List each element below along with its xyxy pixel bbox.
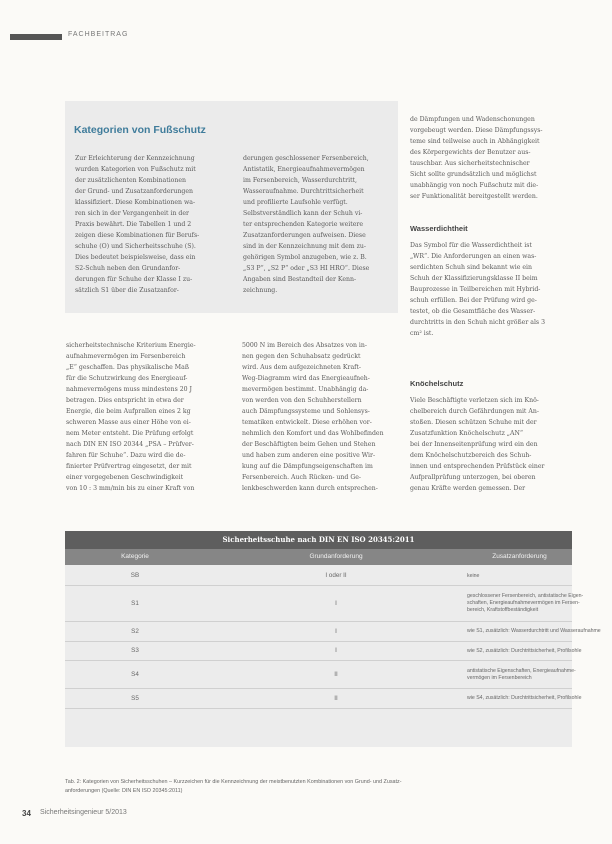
- text-line: der Grund- und Zusatzanforderungen: [75, 188, 194, 195]
- text-line: „S3 P“, „S2 P“ oder „S3 HI HRO“. Diese: [243, 265, 370, 272]
- cell-grundanforderung: II: [334, 670, 338, 678]
- text-line: chelbereich durch Gefährdungen mit An-: [410, 408, 539, 415]
- text-line: Praxis bewährt. Die Tabellen 1 und 2: [75, 221, 192, 228]
- text-line: Zur Erleichterung der Kennzeichnung: [75, 155, 195, 162]
- text-line: „WR“. Die Anforderungen an einen was-: [410, 253, 537, 260]
- text-line: derungen geschlossener Fersenbereich,: [243, 155, 369, 162]
- cell-kategorie: S2: [131, 627, 139, 635]
- text-line: auch Dämpfungssysteme und Sohlensys-: [242, 408, 370, 415]
- row-divider: [65, 708, 572, 709]
- text-line: schaften, Energieaufnahmevermögen im Fersen-: [467, 600, 580, 606]
- text-line: testet, ob die Gesamtfläche des Wasser-: [410, 308, 536, 315]
- text-line: Dies bedeutet beispielsweise, dass ein: [75, 254, 196, 261]
- text-line: schweren Masse aus einer Höhe von ei-: [66, 419, 191, 426]
- cell-zusatzanforderung: [467, 647, 582, 655]
- text-line: fahren für Schuhe“. Dazu wird die de-: [66, 452, 186, 459]
- text-line: S2-Schuh neben den Grundanfor-: [75, 265, 181, 272]
- text-line: von 10 : 3 mm/min bis zu einer Kraft von: [66, 485, 195, 492]
- text-line: kung auf die Dämpfungseigenschaften im: [242, 463, 373, 470]
- cell-kategorie: S5: [131, 694, 139, 702]
- text-line: sind in der Kennzeichnung mit dem zu-: [243, 243, 366, 250]
- text-line: der Beschäftigten beim Gehen und Stehen: [242, 441, 376, 448]
- table-title: Sicherheitsschuhe nach DIN EN ISO 20345:2011: [65, 531, 572, 549]
- text-line: Selbstverständlich kann der Schuh vi-: [243, 210, 363, 217]
- text-line: durchtritts in den Schuh nicht größer als 3: [410, 319, 546, 326]
- text-line: bei der Innenseitenprüfung wird ein den: [410, 441, 538, 448]
- text-line: Weg-Diagramm wird das Energieaufneh-: [242, 375, 370, 382]
- cell-grundanforderung: I: [335, 599, 337, 607]
- text-line: vorgebeugt werden. Diese Dämpfungssys-: [410, 127, 543, 134]
- text-line: Angaben sind Bestandteil der Kenn-: [243, 276, 357, 283]
- table-row: [65, 586, 584, 621]
- cell-kategorie: S1: [131, 599, 139, 607]
- text-line: dem Knöchelschutzbereich des Schuh-: [410, 452, 532, 459]
- text-line: von werden von den Schuhherstellern: [242, 397, 362, 404]
- text-line: Viele Beschäftigte verletzen sich im Knö-: [410, 397, 539, 404]
- table-row: [65, 567, 572, 585]
- table-header-grundanforderung: Grundanforderung: [309, 553, 363, 560]
- body-column-3-wasser: [410, 240, 572, 339]
- cell-zusatzanforderung: [467, 667, 576, 682]
- header-bar: [10, 34, 62, 40]
- body-column-3-knoechel: [410, 395, 572, 494]
- table-row: [65, 689, 582, 708]
- text-line: vermögen im Fersenbereich: [467, 674, 532, 681]
- text-line: ser Funktionalität bereitgestellt werden.: [410, 193, 538, 200]
- text-line: de Dämpfungen und Wadenschonungen: [410, 116, 535, 123]
- text-line: klassifiziert. Diese Kombinationen wa-: [75, 199, 196, 206]
- text-line: nehmlich den Komfort und das Wohlbefinden: [242, 430, 384, 437]
- text-line: nahmevermögens muss mindestens 20 J: [66, 386, 193, 393]
- text-line: keine: [467, 572, 480, 579]
- text-line: wie S2, zusätzlich: Durchtrittsicherheit, Profilsohle: [467, 647, 582, 654]
- text-line: im Fersenbereich, Wasserdurchtritt,: [243, 177, 358, 184]
- text-line: serdichten Schuh sind bekannt wie ein: [410, 264, 532, 271]
- text-line: wie S4, zusätzlich: Durchtrittsicherheit, Profilsohle: [467, 695, 582, 701]
- table-header-zusatzanforderung: Zusatzanforderung: [492, 553, 547, 560]
- footer-journal: Sicherheitsingenieur 5/2013: [40, 809, 127, 816]
- text-line: ter entsprechenden Kategorie weitere: [243, 221, 364, 228]
- text-line: wurden Kategorien von Fußschutz mit: [75, 166, 196, 173]
- text-line: Bauprozesse in Teilbereichen mit Hybrid-: [410, 286, 541, 293]
- table-row: [65, 661, 576, 688]
- cell-grundanforderung: I: [335, 627, 337, 635]
- text-line: Zusatzanforderungen aufweisen. Diese: [243, 232, 366, 239]
- text-line: teme sind teilweise auch in Abhängigkeit: [410, 138, 540, 145]
- cell-kategorie: S3: [131, 647, 139, 654]
- text-line: und profilierte Laufsohle verfügt.: [243, 199, 348, 206]
- text-line: zeigen diese Kombinationen für Berufs-: [75, 232, 200, 239]
- text-line: Tab. 2: Kategorien von Sicherheitsschuhen – Kurzzeichen für die Kennzeichnung der meistbenutzten Kombinationen von Grund- und Zusatz-: [65, 779, 402, 785]
- text-line: unabhängig von noch Fußschutz mit die-: [410, 182, 539, 189]
- text-line: einer vorgegebenen Geschwindigkeit: [66, 474, 184, 481]
- text-line: genau Kräfte werden gemessen. Der: [410, 485, 526, 492]
- text-line: anforderungen (Quelle: DIN EN ISO 20345:2011): [65, 788, 183, 794]
- cell-grundanforderung: I oder II: [325, 572, 347, 579]
- table-header-kategorie: Kategorie: [121, 553, 149, 560]
- text-line: zeichnung.: [243, 287, 278, 294]
- cell-zusatzanforderung: [467, 593, 584, 614]
- text-line: finierter Prüfvertrag eingesetzt, der mit: [66, 463, 192, 470]
- table-caption: [65, 778, 572, 796]
- body-column-2: [242, 340, 392, 494]
- text-line: lenkbeschwerden kann durch entsprechen-: [242, 485, 378, 492]
- text-line: Fersenbereich. Auch Rücken- und Ge-: [242, 474, 362, 481]
- text-line: betragen. Dies entspricht in etwa der: [66, 397, 184, 404]
- text-line: Schuh der Klassifizierungsklasse II beim: [410, 275, 538, 282]
- info-box-column-1: [75, 153, 225, 296]
- table-row: [65, 622, 601, 641]
- cell-zusatzanforderung: [467, 573, 572, 580]
- heading-knoechelschutz: Knöchelschutz: [410, 379, 464, 388]
- text-line: bereich, Kraftstoffbeständigkeit: [467, 607, 539, 613]
- text-line: schuh erfüllen. Bei der Prüfung wird ge-: [410, 297, 537, 304]
- text-line: stoßen. Diesen schützen Schuhe mit der: [410, 419, 537, 426]
- text-line: 5000 N im Bereich des Absatzes von in-: [242, 342, 367, 349]
- cell-kategorie: SB: [130, 572, 140, 579]
- text-line: Sicht sollte grundsätzlich und möglichst: [410, 171, 537, 178]
- page-number: 34: [22, 809, 31, 818]
- text-line: Zusatzfunktion Knöchelschutz „AN“: [410, 430, 524, 437]
- section-label: FACHBEITRAG: [68, 31, 129, 38]
- body-column-1: [66, 340, 232, 494]
- info-box-column-2: [243, 153, 388, 296]
- text-line: nach DIN EN ISO 20344 „PSA – Prüfver-: [66, 441, 194, 448]
- text-line: und haben zum anderen eine positive Wir-: [242, 452, 376, 459]
- text-line: innen und entsprechenden Prüfstück einer: [410, 463, 545, 470]
- info-box-title: Kategorien von Fußschutz: [74, 124, 206, 136]
- text-line: cm² ist.: [410, 330, 434, 337]
- text-line: gehörigen Symbol anzugeben, wie z. B.: [243, 254, 367, 261]
- cell-kategorie: S4: [131, 670, 139, 678]
- text-line: nem Meter entsteht. Die Prüfung erfolgt: [66, 430, 194, 437]
- text-line: Aufprallprüfung unterzogen, bei oberen: [410, 474, 536, 481]
- text-line: sätzlich S1 über die Zusatzanfor-: [75, 287, 179, 294]
- text-line: Wasseraufnahme. Durchtrittsicherheit: [243, 188, 364, 195]
- table-row: [65, 642, 582, 660]
- text-line: sicherheitstechnische Kriterium Energie-: [66, 342, 196, 349]
- text-line: schuhe (O) und Sicherheitsschuhe (S).: [75, 243, 196, 250]
- text-line: mevermögen bestimmt. Unabhängig da-: [242, 386, 369, 393]
- cell-grundanforderung: I: [335, 647, 337, 654]
- text-line: ren sich in der Vergangenheit in der: [75, 210, 189, 217]
- text-line: Das Symbol für die Wasserdichtheit ist: [410, 242, 532, 249]
- text-line: tematiken entwickelt. Diese erhöhen vor-: [242, 419, 372, 426]
- text-line: für die Schutzwirkung des Energieauf-: [66, 375, 188, 382]
- text-line: tauschbar. Aus sicherheitstechnischer: [410, 160, 530, 167]
- text-line: antistatische Eigenschaften, Energieaufnahme-: [467, 667, 576, 674]
- text-line: „E“ geschaffen. Das physikalische Maß: [66, 364, 189, 371]
- text-line: nen gegen den Schuhabsatz gedrückt: [242, 353, 361, 360]
- text-line: aufnahmevermögen im Fersenbereich: [66, 353, 186, 360]
- text-line: der zusätzlichenten Kombinationen: [75, 177, 187, 184]
- body-column-3-intro: [410, 114, 572, 202]
- text-line: Antistatik, Energieaufnahmevermögen: [243, 166, 365, 173]
- heading-wasserdichtheit: Wasserdichtheit: [410, 224, 468, 233]
- cell-grundanforderung: II: [334, 694, 338, 702]
- text-line: derungen für Schuhe der Klasse I zu-: [75, 276, 193, 283]
- cell-zusatzanforderung: [467, 628, 601, 635]
- text-line: wird. Aus dem aufgezeichneten Kraft-: [242, 364, 362, 371]
- cell-zusatzanforderung: [467, 695, 582, 702]
- text-line: geschlossener Fersenbereich, antistatische Eigen-: [467, 593, 584, 599]
- text-line: des Körpergewichts der Benutzer aus-: [410, 149, 531, 156]
- text-line: Energie, die beim Aufprallen eines 2 kg: [66, 408, 191, 415]
- text-line: wie S1, zusätzlich: Wasserdurchtritt und Wasseraufnahme: [467, 628, 601, 634]
- table-header-row: [65, 549, 572, 565]
